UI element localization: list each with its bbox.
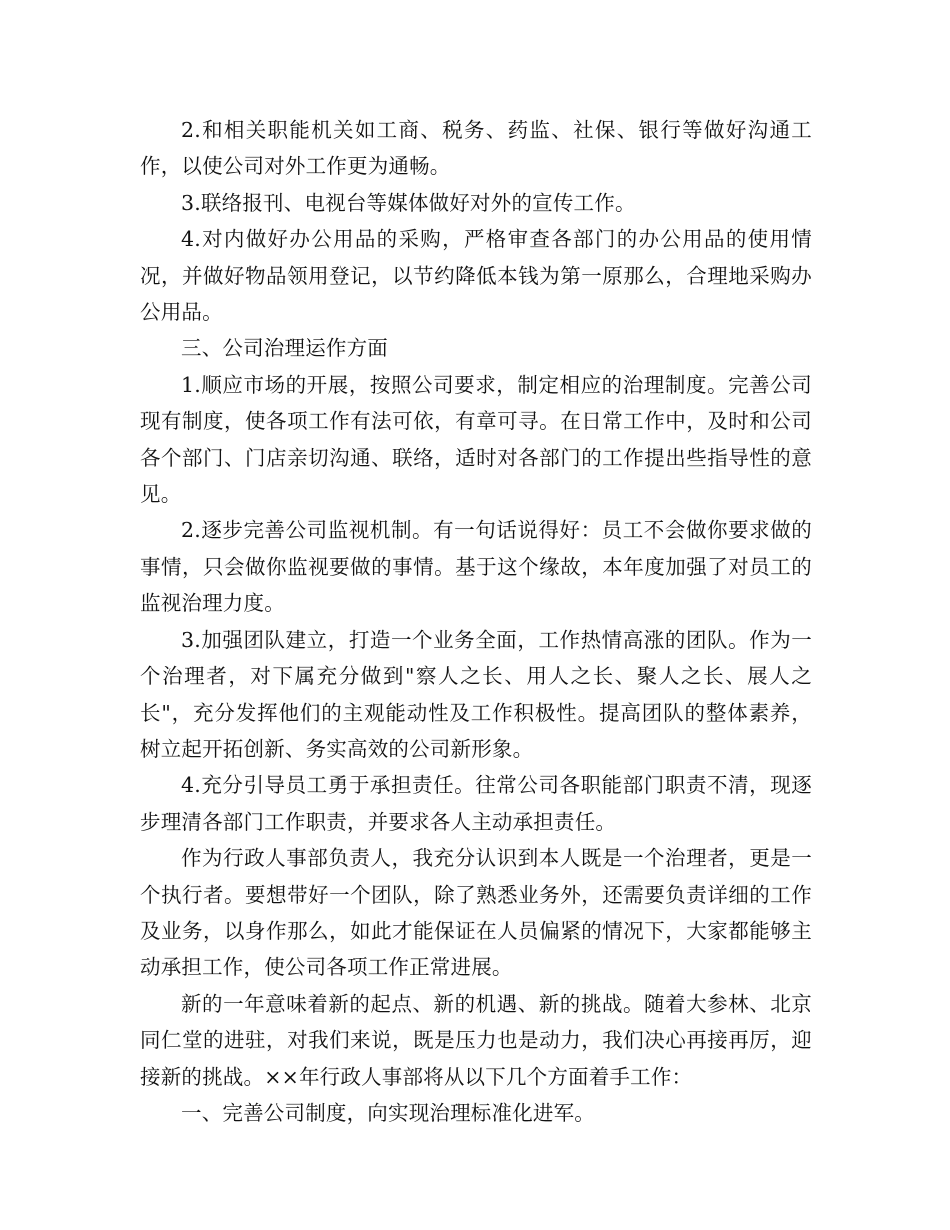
- section-heading-improve-systems: 一、完善公司制度，向实现治理标准化进军。: [181, 1100, 595, 1125]
- body-text: [140, 112, 812, 1131]
- paragraph-item-2-communication: 2.和相关职能机关如工商、税务、药监、社保、银行等做好沟通工作，以使公司对外工作更为通畅。: [140, 118, 812, 179]
- section-heading-management: 三、公司治理运作方面: [181, 336, 388, 361]
- paragraph-new-year: 新的一年意味着新的起点、新的机遇、新的挑战。随着大参林、北京同仁堂的进驻，对我们来说，既是压力也是动力，我们决心再接再厉，迎接新的挑战。××年行政人事部将从以下几个方面着手工作：: [140, 991, 812, 1089]
- paragraph-role-statement: 作为行政人事部负责人，我充分认识到本人既是一个治理者，更是一个执行者。要想带好一个团队，除了熟悉业务外，还需要负责详细的工作及业务，以身作那么，如此才能保证在人员偏紧的情况下，大家都能够主动承担工作，使公司各项工作正常进展。: [140, 846, 812, 980]
- paragraph-item-4-office-supplies: 4.对内做好办公用品的采购，严格审查各部门的办公用品的使用情况，并做好物品领用登记，以节约降低本钱为第一原那么，合理地采购办公用品。: [140, 227, 812, 325]
- paragraph-item-4-responsibility: 4.充分引导员工勇于承担责任。往常公司各职能部门职责不清，现逐步理清各部门工作职责，并要求各人主动承担责任。: [140, 773, 812, 834]
- paragraph-item-3-team: 3.加强团队建立，打造一个业务全面，工作热情高涨的团队。作为一个治理者，对下属充分做到"察人之长、用人之长、聚人之长、展人之长"，充分发挥他们的主观能动性及工作积极性。提高团队的整体素养，树立起开拓创新、务实高效的公司新形象。: [140, 627, 812, 761]
- paragraph-item-3-media: 3.联络报刊、电视台等媒体做好对外的宣传工作。: [181, 190, 636, 215]
- paragraph-item-1-systems: 1.顺应市场的开展，按照公司要求，制定相应的治理制度。完善公司现有制度，使各项工作有法可依，有章可寻。在日常工作中，及时和公司各个部门、门店亲切沟通、联络，适时对各部门的工作提出些指导性的意见。: [140, 372, 812, 507]
- paragraph-item-2-supervision: 2.逐步完善公司监视机制。有一句话说得好：员工不会做你要求做的事情，只会做你监视要做的事情。基于这个缘故，本年度加强了对员工的监视治理力度。: [140, 518, 812, 616]
